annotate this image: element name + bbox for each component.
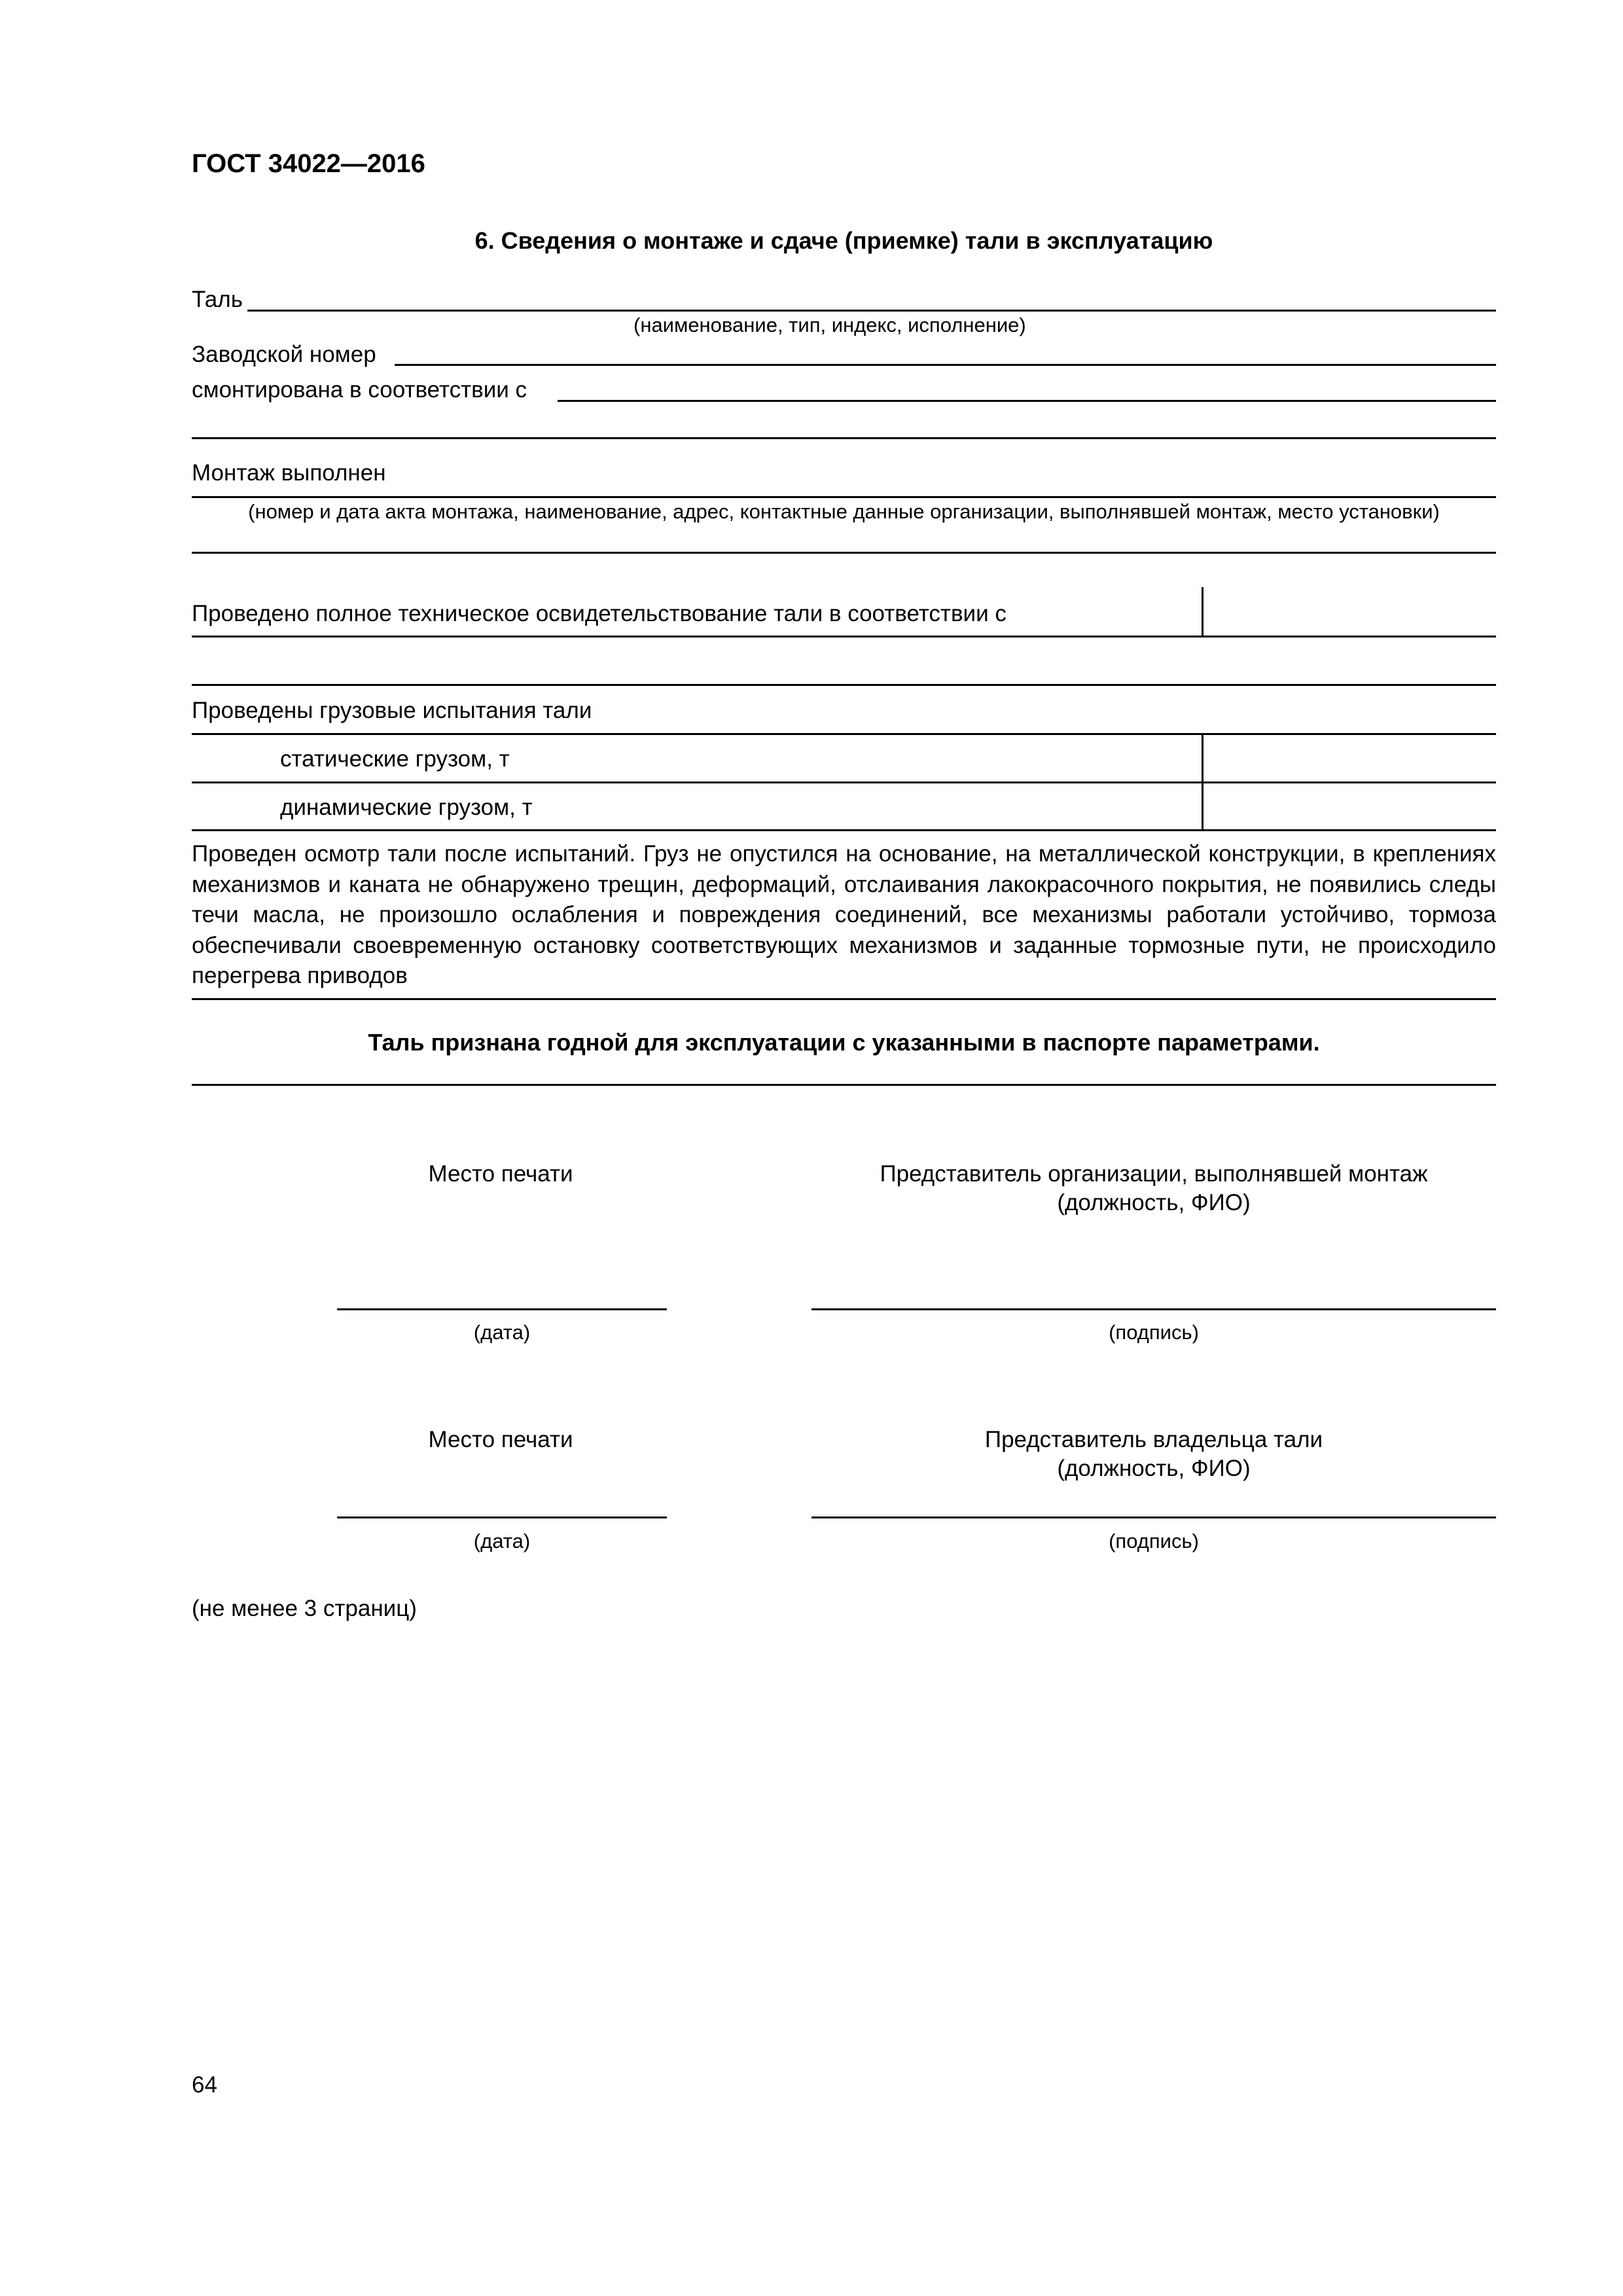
hoist-label: Таль [192, 287, 243, 312]
date-hint-1: (дата) [473, 1321, 531, 1344]
load-tests-line [192, 733, 1496, 735]
role-line-1a: Представитель организации, выполнявшей монтаж [880, 1161, 1428, 1187]
standard-number: ГОСТ 34022—2016 [192, 149, 425, 178]
seal-label-1: Место печати [428, 1161, 573, 1187]
role-line-1b: (должность, ФИО) [1057, 1190, 1251, 1215]
pages-note: (не менее 3 страниц) [192, 1596, 417, 1621]
date-line-2[interactable] [337, 1516, 667, 1518]
serial-line[interactable] [395, 364, 1496, 366]
date-hint-2: (дата) [473, 1530, 531, 1552]
signature-line-1[interactable] [812, 1308, 1496, 1310]
dynamic-label: динамические грузом, т [280, 795, 533, 820]
seal-label-2: Место печати [428, 1427, 573, 1452]
mounted-line[interactable] [558, 400, 1496, 402]
role-line-2b: (должность, ФИО) [1057, 1456, 1251, 1481]
install-hint: (номер и дата акта монтажа, наименование, адрес, контактные данные организации, выполнявшей монтаж, место установки) [248, 500, 1440, 523]
conclusion-text: Таль признана годной для эксплуатации с указанными в паспорте параметрами. [368, 1029, 1320, 1056]
dynamic-line[interactable] [192, 829, 1496, 831]
static-cell-divider [1202, 733, 1204, 782]
role-line-2a: Представитель владельца тали [984, 1427, 1323, 1452]
inspection-label: Проведено полное техническое освидетельствование тали в соответствии с [192, 601, 1007, 626]
static-label: статические грузом, т [280, 746, 510, 772]
table-top-line [192, 684, 1496, 686]
inspection-cell-divider [1202, 587, 1204, 636]
install-line[interactable] [192, 496, 1496, 498]
inspection-line[interactable] [192, 636, 1496, 637]
inspection-paragraph: Проведен осмотр тали после испытаний. Груз не опустился на основание, на металлической конструкции, в креплениях механизмов и каната не обнаружено трещин, деформаций, отслаивания лакокрасочного покрытия, не появились следы течи масла, не произошло ослабления и повреждения соединений, все механизмы работали устойчиво, тормоза обеспечивали своевременную остановку соответствующих механизмов и заданные тормозные пути, не происходило перегрева приводов [192, 841, 1496, 988]
load-tests-label: Проведены грузовые испытания тали [192, 698, 592, 723]
static-line[interactable] [192, 781, 1496, 783]
dynamic-cell-divider [1202, 781, 1204, 830]
conclusion-line [192, 1084, 1496, 1086]
hoist-line[interactable] [247, 310, 1496, 312]
signature-line-2[interactable] [812, 1516, 1496, 1518]
page-number: 64 [192, 2072, 217, 2098]
section-title: 6. Сведения о монтаже и сдаче (приемке) тали в эксплуатацию [474, 227, 1213, 254]
mounted-label: смонтирована в соответствии с [192, 377, 527, 403]
paragraph-bottom-line [192, 998, 1496, 1000]
date-line-1[interactable] [337, 1308, 667, 1310]
sign-hint-2: (подпись) [1109, 1530, 1199, 1552]
install-line-continued[interactable] [192, 552, 1496, 554]
serial-label: Заводской номер [192, 342, 376, 367]
install-label: Монтаж выполнен [192, 460, 386, 486]
sign-hint-1: (подпись) [1109, 1321, 1199, 1344]
mounted-line-continued[interactable] [192, 437, 1496, 439]
hoist-hint: (наименование, тип, индекс, исполнение) [633, 314, 1026, 336]
